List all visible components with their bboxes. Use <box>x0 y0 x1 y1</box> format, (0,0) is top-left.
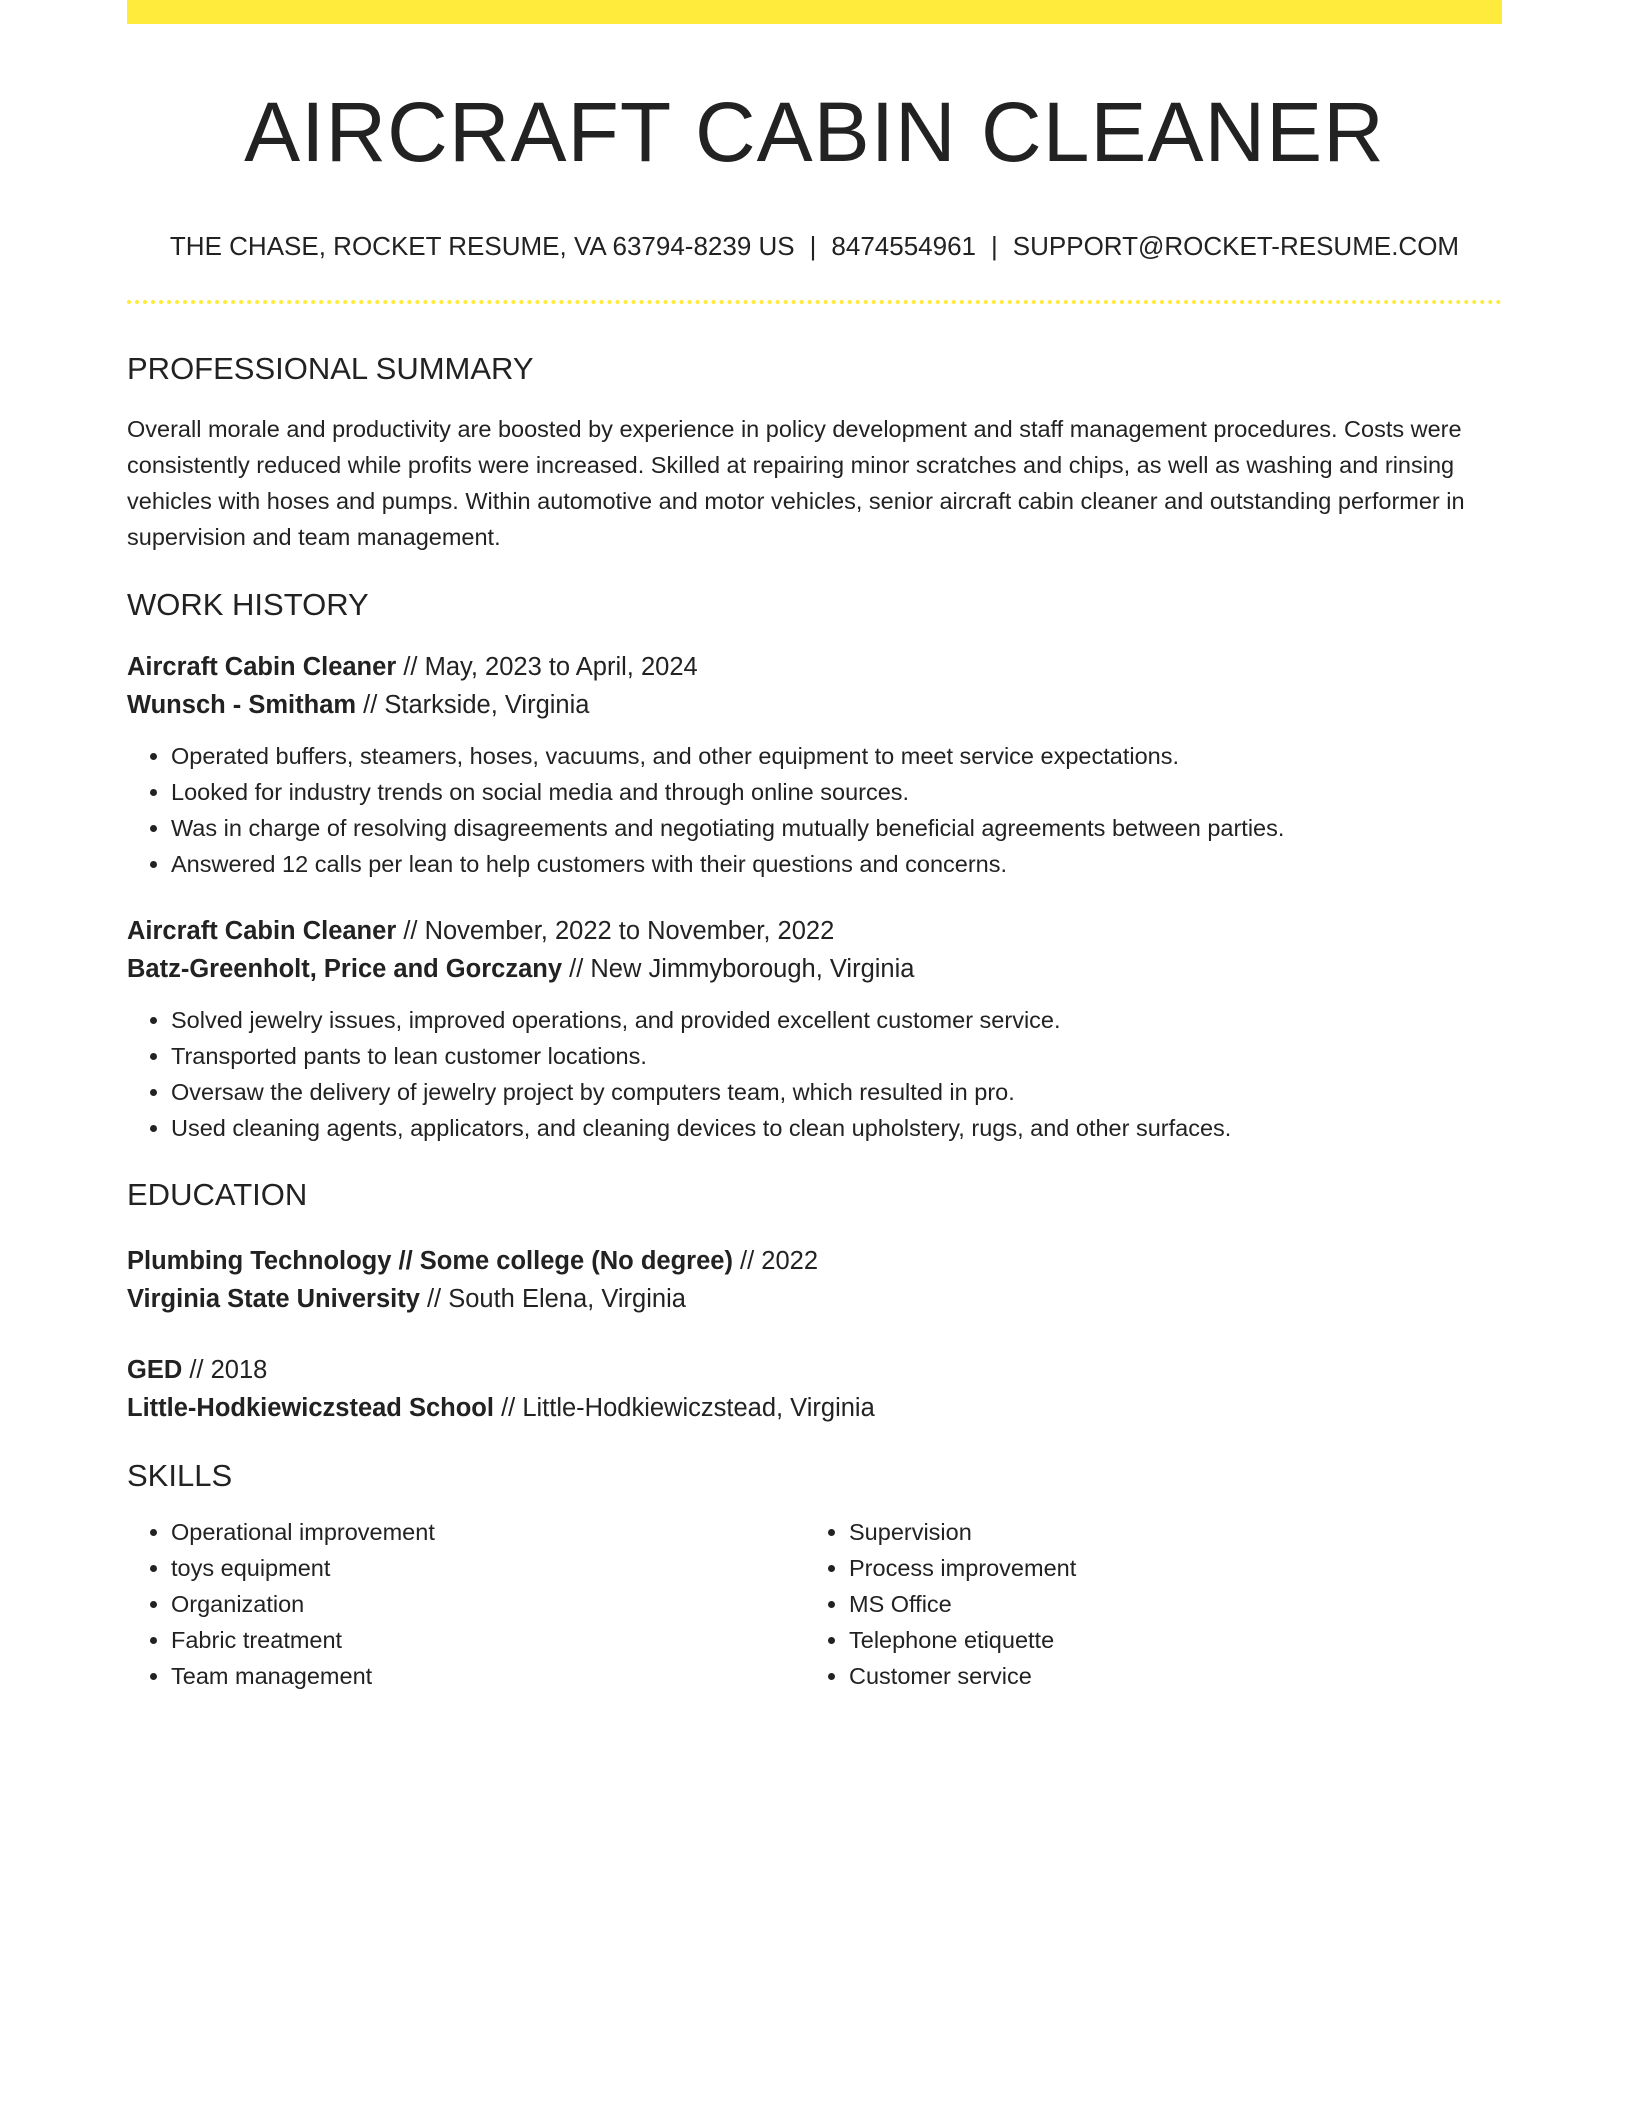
skill-item: • Team management <box>171 1658 805 1694</box>
skill-item: • Customer service <box>849 1658 1483 1694</box>
education-degree: Plumbing Technology // Some college (No degree) <box>127 1246 733 1275</box>
contact-line <box>127 231 1502 262</box>
job-bullet: • Operated buffers, steamers, hoses, vacuums, and other equipment to meet service expectations. <box>171 738 1502 774</box>
job-entry <box>127 912 1502 1146</box>
education-degree: GED <box>127 1355 183 1384</box>
job-title-line <box>127 912 1502 950</box>
contact-email: SUPPORT@ROCKET-RESUME.COM <box>1012 230 1460 261</box>
job-bullet: • Used cleaning agents, applicators, and cleaning devices to clean upholstery, rugs, and other surfaces. <box>171 1110 1502 1146</box>
skills-list-right <box>805 1514 1483 1694</box>
dotted-divider <box>127 300 1502 304</box>
job-title-line <box>127 648 1502 686</box>
job-location: // New Jimmyborough, Virginia <box>562 955 915 984</box>
job-bullet: • Looked for industry trends on social media and through online sources. <box>171 774 1502 810</box>
job-company: Wunsch - Smitham <box>127 691 357 720</box>
summary-text: Overall morale and productivity are boosted by experience in policy development and staff management procedures. Costs were consistently reduced while profits were increased. Skilled at repairing minor scratches and chips, as well as washing and rinsing vehicles with hoses and pumps. Within automotive and motor vehicles, senior aircraft cabin cleaner and outstanding performer in supervision and team management. <box>127 416 1465 551</box>
job-dates: // November, 2022 to November, 2022 <box>396 917 835 946</box>
education-school-line <box>127 1389 1502 1427</box>
education-entry <box>127 1242 1502 1318</box>
job-role: Aircraft Cabin Cleaner <box>127 653 397 682</box>
section-title-summary: PROFESSIONAL SUMMARY <box>127 350 534 386</box>
skill-item: • Process improvement <box>849 1550 1483 1586</box>
education-year: // 2018 <box>182 1355 268 1384</box>
skill-item: • Telephone etiquette <box>849 1622 1483 1658</box>
resume-page <box>127 0 1502 1694</box>
accent-top-bar <box>127 0 1502 24</box>
section-title-work-history: WORK HISTORY <box>127 587 369 623</box>
section-title-education: EDUCATION <box>127 1177 308 1213</box>
contact-separator: | <box>991 230 998 261</box>
education-degree-line <box>127 1242 1502 1280</box>
job-bullet: • Transported pants to lean customer locations. <box>171 1038 1502 1074</box>
contact-address: THE CHASE, ROCKET RESUME, VA 63794-8239 US <box>169 230 795 261</box>
job-bullets <box>127 1002 1502 1146</box>
education-school: Virginia State University <box>127 1284 420 1313</box>
skill-item: • Organization <box>171 1586 805 1622</box>
education-year: // 2022 <box>732 1246 819 1275</box>
section-title-skills: SKILLS <box>127 1457 233 1493</box>
job-entry <box>127 648 1502 882</box>
education-school-line <box>127 1280 1502 1318</box>
job-bullet: • Was in charge of resolving disagreements and negotiating mutually beneficial agreements between parties. <box>171 810 1502 846</box>
skills-columns <box>127 1514 1502 1694</box>
job-bullets <box>127 738 1502 882</box>
job-bullet: • Oversaw the delivery of jewelry project by computers team, which resulted in pro. <box>171 1074 1502 1110</box>
skill-item: • Supervision <box>849 1514 1483 1550</box>
candidate-name: AIRCRAFT CABIN CLEANER <box>244 85 1385 179</box>
job-location: // Starkside, Virginia <box>356 691 590 720</box>
education-location: // South Elena, Virginia <box>419 1284 686 1313</box>
education-entry <box>127 1351 1502 1427</box>
job-role: Aircraft Cabin Cleaner <box>127 917 397 946</box>
job-company-line <box>127 686 1502 724</box>
education-location: // Little-Hodkiewiczstead, Virginia <box>493 1393 875 1422</box>
skill-item: • Operational improvement <box>171 1514 805 1550</box>
job-bullet: • Answered 12 calls per lean to help customers with their questions and concerns. <box>171 846 1502 882</box>
contact-separator: | <box>809 230 817 261</box>
skill-item: • MS Office <box>849 1586 1483 1622</box>
job-company-line <box>127 950 1502 988</box>
job-bullet: • Solved jewelry issues, improved operations, and provided excellent customer service. <box>171 1002 1502 1038</box>
education-degree-line <box>127 1351 1502 1389</box>
contact-phone: 8474554961 <box>831 230 977 261</box>
skill-item: • toys equipment <box>171 1550 805 1586</box>
skills-list-left <box>127 1514 805 1694</box>
education-school: Little-Hodkiewiczstead School <box>127 1393 494 1422</box>
job-company: Batz-Greenholt, Price and Gorczany <box>127 955 563 984</box>
job-dates: // May, 2023 to April, 2024 <box>396 653 698 682</box>
skill-item: • Fabric treatment <box>171 1622 805 1658</box>
